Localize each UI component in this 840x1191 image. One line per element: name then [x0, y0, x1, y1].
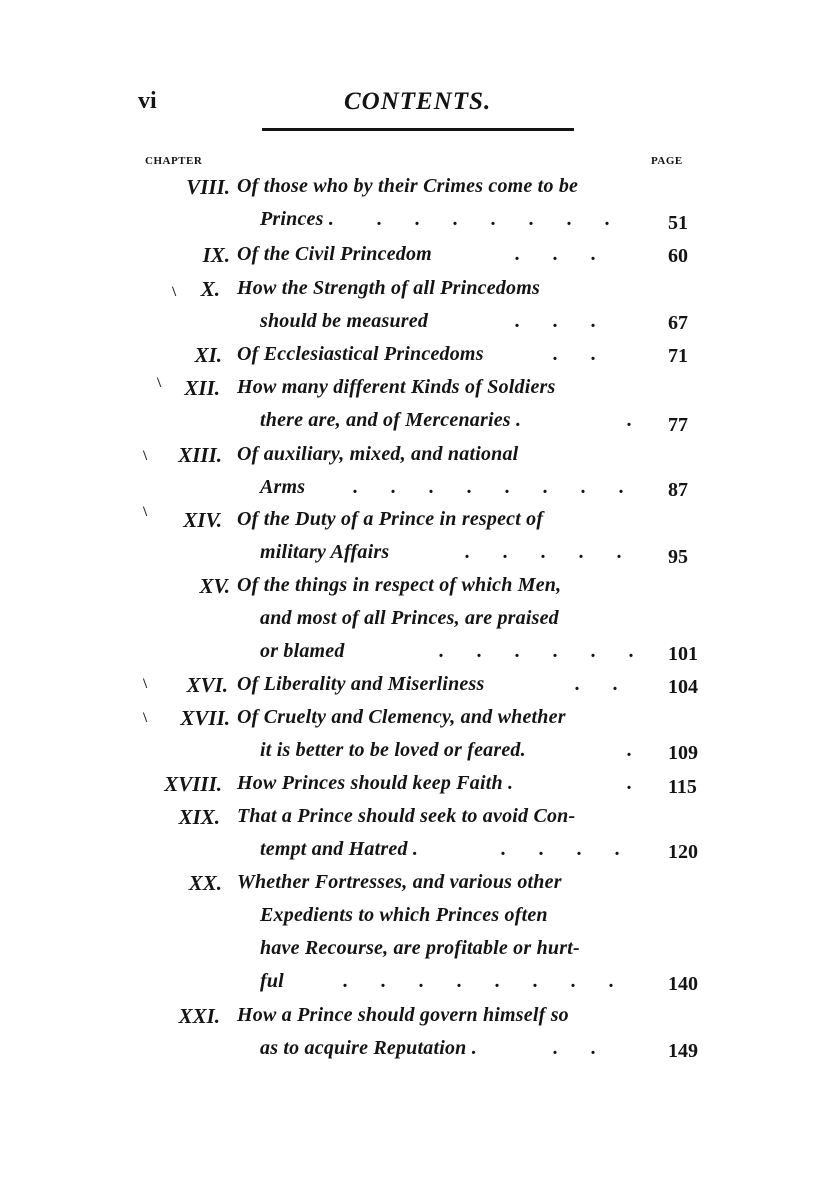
chapter-title-line: Whether Fortresses, and various other	[237, 871, 562, 893]
chapter-title-line: Princes .	[260, 208, 335, 230]
leader-dots: . . . . . .	[438, 640, 634, 662]
chapter-page: 115	[668, 776, 697, 798]
chapter-title-line: as to acquire Reputation .	[260, 1037, 477, 1059]
chapter-title-line: it is better to be loved or feared.	[260, 739, 526, 761]
chapter-title-line: and most of all Princes, are praised	[260, 607, 559, 629]
chapter-title-line: Of Liberality and Miserliness	[237, 673, 485, 695]
chapter-numeral: XX.	[188, 871, 222, 895]
leader-dots: . .	[552, 1037, 596, 1059]
chapter-title-line: Of Ecclesiastical Princedoms	[237, 343, 484, 365]
chapter-numeral: XIX.	[178, 805, 220, 829]
chapter-title-line: should be measured	[260, 310, 429, 332]
leader-dots: . .	[552, 343, 596, 365]
chapter-page: 109	[668, 742, 698, 764]
leader-dots: . . .	[514, 243, 596, 265]
chapter-page: 71	[668, 345, 688, 367]
chapter-title-line: Of Cruelty and Clemency, and whether	[237, 706, 566, 728]
chapter-page: 101	[668, 643, 698, 665]
chapter-column-label: CHAPTER	[145, 155, 203, 167]
chapter-numeral: XIV.	[183, 508, 222, 532]
chapter-numeral: XV.	[199, 574, 230, 598]
chapter-numeral: XII.	[184, 376, 220, 400]
chapter-page: 104	[668, 676, 698, 698]
chapter-title-line: Of the things in respect of which Men,	[237, 574, 562, 596]
chapter-page: 67	[668, 312, 688, 334]
leader-dots: .	[626, 739, 632, 761]
chapter-title-line: How Princes should keep Faith .	[237, 772, 514, 794]
running-head: CONTENTS.	[344, 88, 492, 115]
chapter-numeral: XXI.	[178, 1004, 220, 1028]
chapter-title-line: Of those who by their Crimes come to be	[237, 175, 579, 197]
chapter-page: 51	[668, 212, 688, 234]
chapter-title-line: military Affairs	[260, 541, 390, 563]
margin-check-mark: \	[143, 448, 148, 464]
chapter-title-line: Of auxiliary, mixed, and national	[237, 443, 519, 465]
chapter-numeral: XVII.	[180, 706, 230, 730]
leader-dots: . . . . . . . .	[342, 970, 614, 992]
chapter-title-line: Of the Duty of a Prince in respect of	[237, 508, 544, 530]
chapter-page: 120	[668, 841, 698, 863]
chapter-numeral: VIII.	[186, 175, 230, 199]
leader-dots: . . . .	[500, 838, 620, 860]
chapter-title-line: How the Strength of all Princedoms	[237, 277, 540, 299]
chapter-title-line: there are, and of Mercenaries .	[260, 409, 522, 431]
leader-dots: . . . . . . . .	[352, 476, 624, 498]
chapter-numeral: XI.	[194, 343, 222, 367]
chapter-page: 95	[668, 546, 688, 568]
margin-check-mark: \	[143, 504, 148, 520]
chapter-title-line: That a Prince should seek to avoid Con-	[237, 805, 576, 827]
chapter-page: 87	[668, 479, 688, 501]
chapter-title-line: How a Prince should govern himself so	[237, 1004, 569, 1026]
chapter-title-line: tempt and Hatred .	[260, 838, 419, 860]
chapter-page: 60	[668, 245, 688, 267]
leader-dots: . . . . . . .	[376, 208, 610, 230]
leader-dots: .	[626, 772, 632, 794]
chapter-title-line: or blamed	[260, 640, 345, 662]
chapter-title-line: ful	[260, 970, 284, 992]
margin-check-mark: \	[143, 676, 148, 692]
chapter-title-line: have Recourse, are profitable or hurt-	[260, 937, 580, 959]
leader-dots: . . . . .	[464, 541, 622, 563]
page-column-label: PAGE	[651, 155, 683, 167]
chapter-numeral: IX.	[202, 243, 230, 267]
chapter-title-line: How many different Kinds of Soldiers	[237, 376, 556, 398]
page-number: vi	[138, 88, 157, 114]
chapter-title-line: Of the Civil Princedom	[237, 243, 432, 265]
chapter-numeral: X.	[200, 277, 220, 301]
chapter-numeral: XIII.	[178, 443, 222, 467]
header-rule	[262, 128, 574, 131]
leader-dots: . . .	[514, 310, 596, 332]
leader-dots: . .	[574, 673, 618, 695]
chapter-title-line: Expedients to which Princes often	[260, 904, 548, 926]
leader-dots: .	[626, 409, 632, 431]
margin-check-mark: \	[143, 710, 148, 726]
chapter-page: 149	[668, 1040, 698, 1062]
chapter-page: 77	[668, 414, 688, 436]
chapter-numeral: XVI.	[186, 673, 228, 697]
chapter-title-line: Arms	[260, 476, 306, 498]
chapter-numeral: XVIII.	[164, 772, 222, 796]
margin-check-mark: \	[157, 375, 162, 391]
margin-check-mark: \	[172, 284, 177, 300]
chapter-page: 140	[668, 973, 698, 995]
